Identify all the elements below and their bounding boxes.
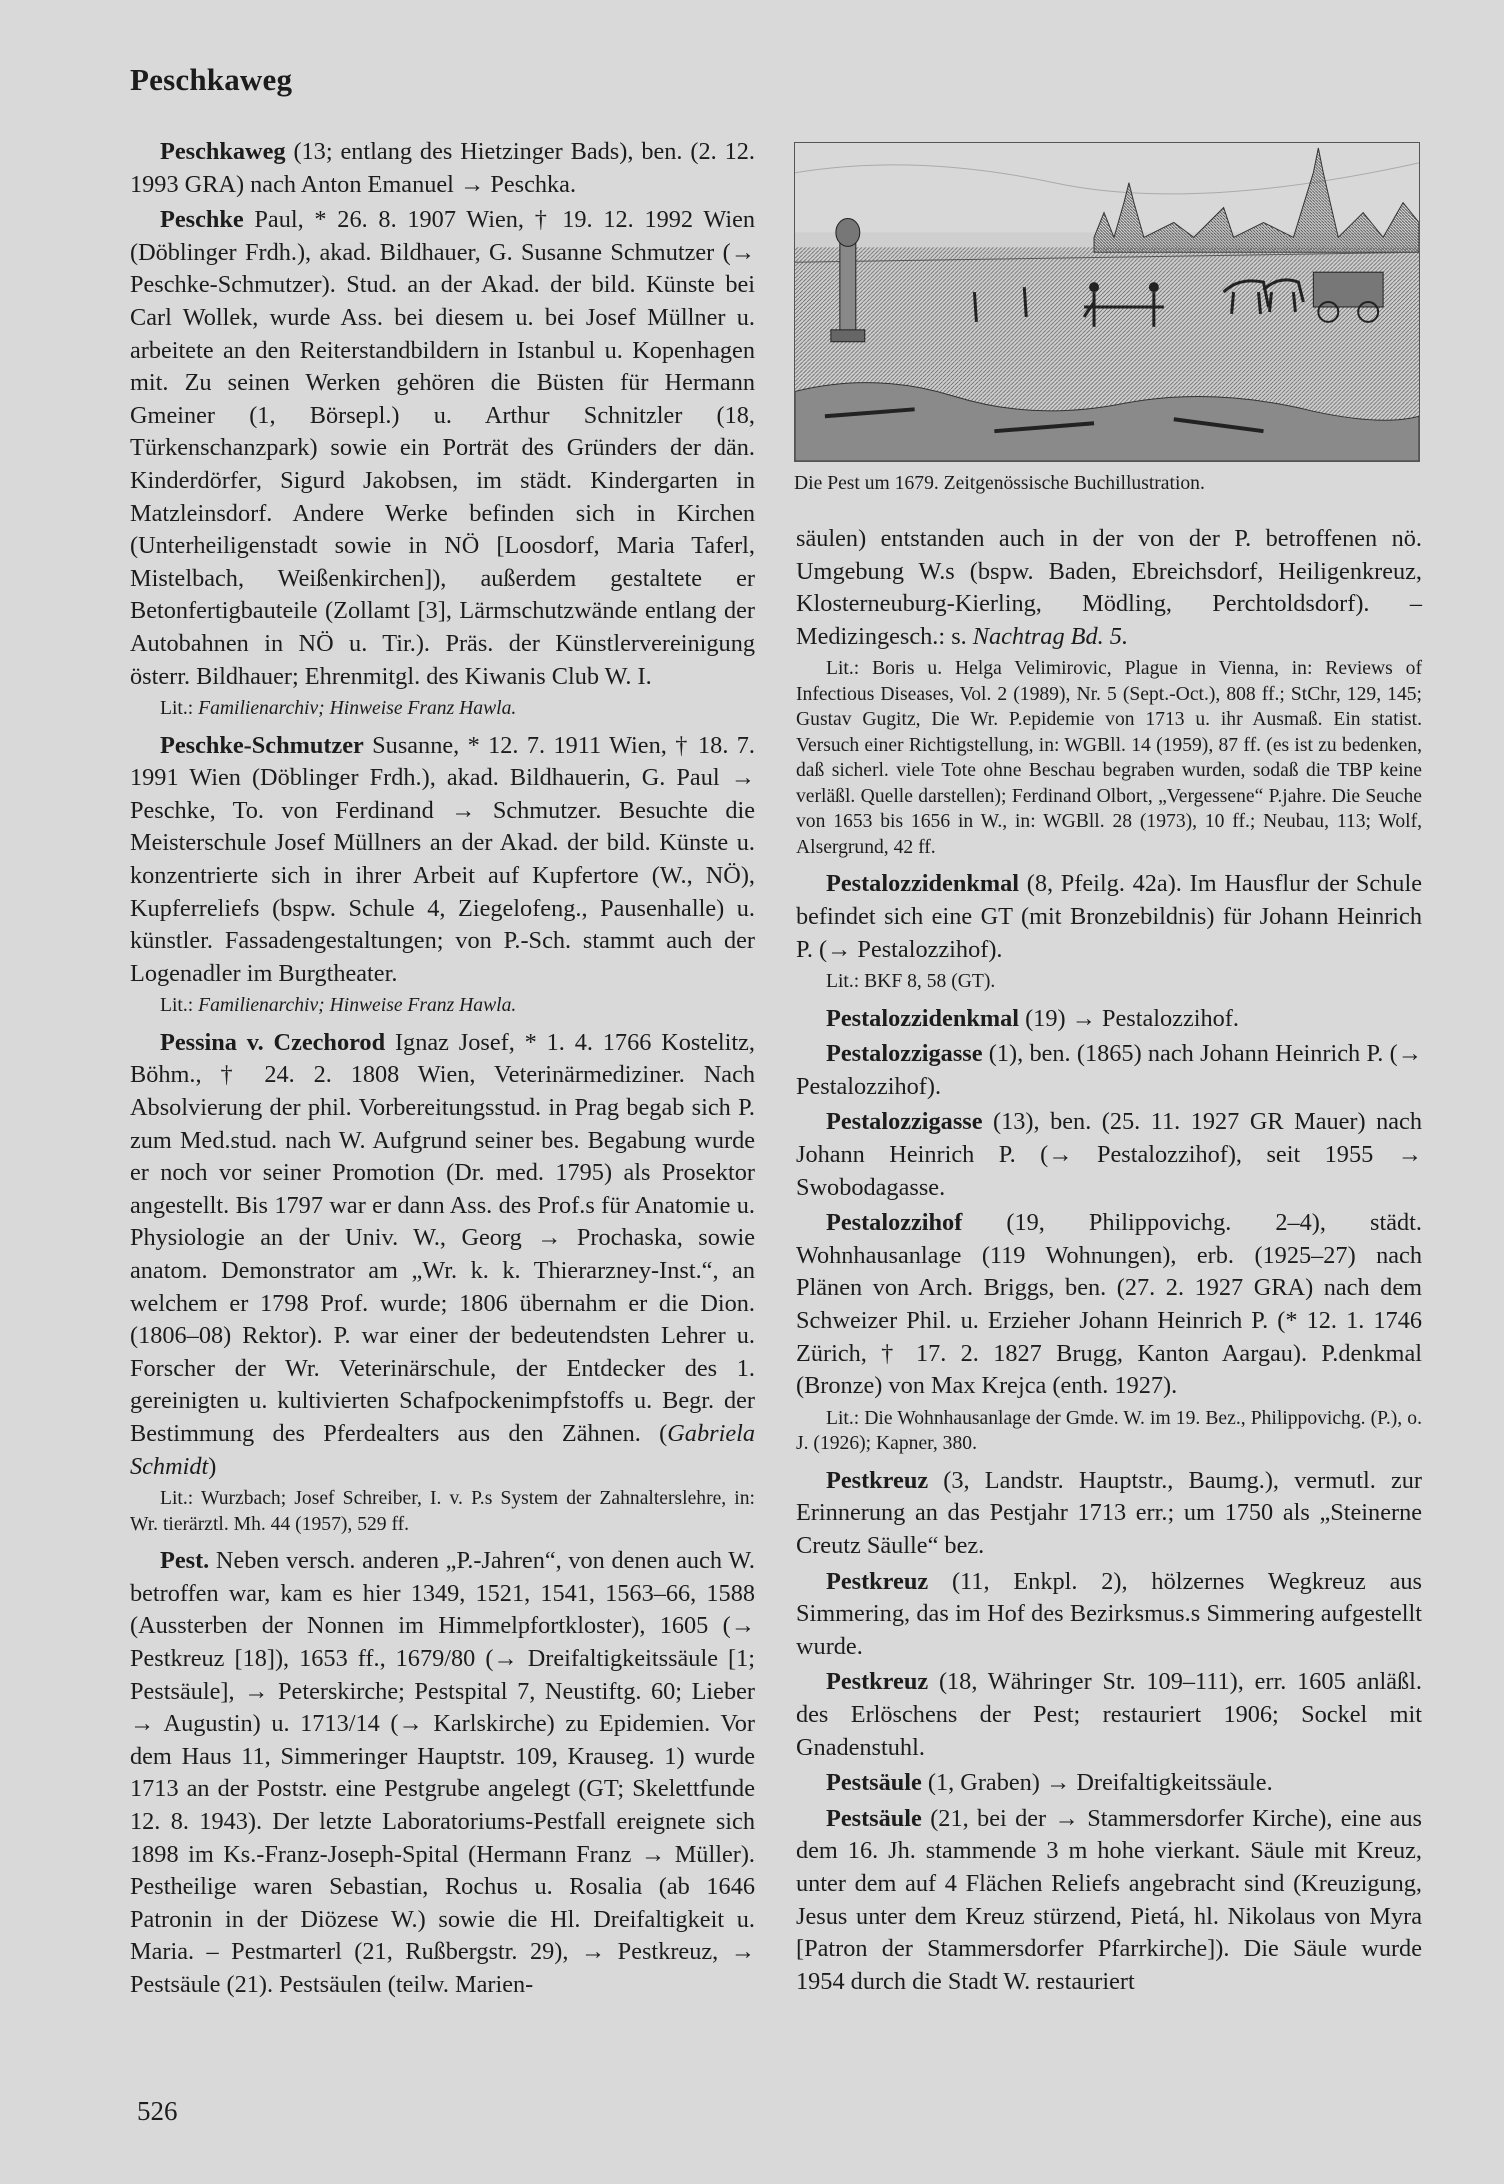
page-number: 526	[137, 2096, 178, 2126]
entry-text: (18, Währinger Str. 109–111), err. 1605 anläßl. des Erlöschens der Pest; restauriert 1906; Sockel mit Gnadenstuhl.	[796, 1668, 1422, 1761]
literature-note	[796, 656, 1422, 860]
entry-headword: Pestsäule	[826, 1804, 922, 1832]
right-column	[796, 523, 1422, 2001]
entry-headword: Pestkreuz	[826, 1466, 929, 1494]
lit-text: Familienarchiv; Hinweise Franz Hawla.	[198, 995, 517, 1017]
entry-text: (21, bei der → Stammersdorfer Kirche), eine aus dem 16. Jh. stammende 3 m hohe vierkant. Säule mit Kreuz, unter dem auf 4 Flächen Reliefs angebracht sind (Kreuzigung, Jesus unter dem Kreuz stürzend, Pietá, hl. Nikolaus von Myra [Patron der Stammersdorfer Pfarrkirche]). Die Säule wurde 1954 durch die Stadt W. restauriert	[796, 1804, 1422, 1995]
lit-label: Lit.:	[826, 658, 873, 680]
dictionary-entry: Pessina v. Czechorod Ignaz Josef, * 1. 4. 1766 Kostelitz, Böhm., † 24. 2. 1808 Wien, Veterinärmediziner. Nach Absolvierung der phil. Vorbereitungsstud. in Prag begab sich P. zum Med.stud. nach W. Aufgrund seiner bes. Begabung wurde er noch vor seiner Promotion (Dr. med. 1795) als Prosektor angestellt. Bis 1797 war er dann Ass. des Prof.s für Anatomie u. Physiologie an der Univ. W., Georg → Prochaska, sowie anatom. Demonstrator am „Wr. k. k. Thierarzney-Inst.“, an welchem er 1798 Prof. wurde; 1806 übernahm er die Dion. (1806–08) Rektor). P. war einer der bedeutendsten Lehrer u. Forscher der Wr. Veterinärschule, der Entdecker des 1. gereinigten u. kultivierten Schafpockenimpfstoffs u. Begr. der Bestimmung des Pferdealters aus den Zähnen. (Gabriela Schmidt)	[130, 1028, 756, 1480]
entry-headword: Pestalozzigasse	[826, 1040, 983, 1068]
dictionary-entry	[796, 1566, 1422, 1664]
literature-note	[796, 1406, 1422, 1457]
entry-text: (19) → Pestalozzihof.	[1019, 1004, 1239, 1032]
entry-text: (11, Enkpl. 2), hölzernes Wegkreuz aus Simmering, das im Hof des Bezirksmus.s Simmering aufgestellt wurde.	[796, 1567, 1422, 1660]
entry-text: (19, Philippovichg. 2–4), städt. Wohnhausanlage (119 Wohnungen), erb. (1925–27) nach Plänen von Arch. Briggs, ben. (27. 2. 1927 GRA) nach dem Schweizer Phil. u. Erzieher Johann Heinrich P. (* 12. 1. 1746 Zürich, † 17. 2. 1827 Brugg, Kanton Aargau). P.denkmal (Bronze) von Max Krejca (enth. 1927).	[796, 1209, 1422, 1400]
entry-headword: Peschke	[160, 206, 244, 234]
entry-headword: Pestalozzihof	[826, 1209, 963, 1237]
entry-text: Ignaz Josef, * 1. 4. 1766 Kostelitz, Böhm., † 24. 2. 1808 Wien, Veterinärmediziner. Nach Absolvierung der phil. Vorbereitungsstud. in Prag begab sich P. zum Med.stud. nach W. Aufgrund seiner bes. Begabung wurde er noch vor seiner Promotion (Dr. med. 1795) als Prosektor angestellt. Bis 1797 war er dann Ass. des Prof.s für Anatomie u. Physiologie an der Univ. W., Georg → Prochaska, sowie anatom. Demonstrator am „Wr. k. k. Thierarzney-Inst.“, an welchem er 1798 Prof. wurde; 1806 übernahm er die Dion. (1806–08) Rektor). P. war einer der bedeutendsten Lehrer u. Forscher der Wr. Veterinärschule, der Entdecker des 1. gereinigten u. kultivierten Schafpockenimpfstoffs u. Begr. der Bestimmung des Pferdealters aus den Zähnen.	[130, 1028, 756, 1447]
dictionary-entry	[130, 1545, 755, 2001]
dictionary-entry	[796, 1106, 1422, 1204]
dictionary-entry	[796, 1465, 1422, 1563]
dictionary-entry	[796, 1666, 1422, 1764]
dictionary-entry	[796, 1803, 1422, 1999]
lit-text: Familienarchiv; Hinweise Franz Hawla.	[198, 698, 517, 720]
entry-headword: Pessina v. Czechorod	[160, 1028, 386, 1056]
lit-text: BKF 8, 58 (GT).	[864, 971, 996, 993]
entry-headword: Pestkreuz	[826, 1567, 929, 1595]
entry-text: (13; entlang des Hietzinger Bads), ben. (2. 12. 1993 GRA) nach Anton Emanuel → Peschka.	[130, 138, 755, 198]
literature-note	[130, 993, 755, 1019]
entry-text: Neben versch. anderen „P.-Jahren“, von denen auch W. betroffen war, kam es hier 1349, 1521, 1541, 1563–66, 1588 (Aussterben der Nonnen im Himmelpfortkloster), 1605 (→ Pestkreuz [18]), 1653 ff., 1679/80 (→ Dreifaltigkeitssäule [1; Pestsäule], → Peterskirche; Pestspital 7, Neustiftg. 60; Lieber → Augustin) u. 1713/14 (→ Karlskirche) zu Epidemien. Vor dem Haus 11, Simmeringer Hauptstr. 109, Krauseg. 1) wurde 1713 an der Poststr. eine Pestgrube angelegt (GT; Skelettfunde 12. 8. 1943). Der letzte Laboratoriums-Pestfall ereignete sich 1898 im Ks.-Franz-Joseph-Spital (Hermann Franz → Müller). Pestheilige waren Sebastian, Rochus u. Rosalia (ab 1646 Patronin in der Diözese W.) sowie die Hl. Dreifaltigkeit u. Maria. – Pestmarterl (21, Rußbergstr. 29), → Pestkreuz, → Pestsäule (21). Pestsäulen (teilw. Marien-	[130, 1547, 755, 1998]
dictionary-entry	[130, 136, 755, 201]
running-head: Peschkaweg	[130, 62, 293, 97]
literature-note	[130, 1486, 755, 1537]
dictionary-entry	[130, 204, 755, 693]
lit-label: Lit.:	[160, 698, 199, 720]
plague-illustration-icon	[794, 142, 1420, 462]
dictionary-entry	[796, 1003, 1422, 1036]
entry-text: Susanne, * 12. 7. 1911 Wien, † 18. 7. 1991 Wien (Döblinger Frdh.), akad. Bildhauerin, G. Paul → Peschke, To. von Ferdinand → Schmutzer. Besuchte die Meisterschule Josef Müllners an der Akad. der bild. Künste u. konzentrierte sich in ihrer Arbeit auf Kupfertore (W., NÖ), Kupferreliefs (bspw. Schule 4, Ziegelofeng., Pausenhalle) u. künstler. Fassadengestaltungen; von P.-Sch. stammt auch der Logenadler im Burgtheater.	[130, 731, 755, 987]
literature-note	[130, 696, 755, 722]
figure	[794, 142, 1420, 497]
lit-label: Lit.:	[826, 971, 865, 993]
lit-text: Wurzbach; Josef Schreiber, I. v. P.s System der Zahnalterslehre, in: Wr. tierärztl. Mh. 44 (1957), 529 ff.	[130, 1488, 755, 1535]
dictionary-entry	[796, 1767, 1422, 1800]
entry-text: Paul, * 26. 8. 1907 Wien, † 19. 12. 1992 Wien (Döblinger Frdh.), akad. Bildhauer, G. Susanne Schmutzer (→ Peschke-Schmutzer). Stud. an der Akad. der bild. Künste bei Carl Wollek, wurde Ass. bei diesem u. bei Josef Müllner u. arbeitete an den Reiterstandbildern in Istanbul u. Kopenhagen mit. Zu seinen Werken gehören die Büsten für Hermann Gmeiner (1, Börsepl.) u. Arthur Schnitzler (18, Türkenschanzpark) sowie ein Porträt des Gründers der dän. Kinderdörfer, Sigurd Jakobsen, im städt. Kindergarten in Matzleinsdorf. Andere Werke befinden sich in Kirchen (Unterheiligenstadt sowie in NÖ [Loosdorf, Maria Taferl, Mistelbach, Weißenkirchen]), außerdem gestaltete er Betonfertigbauteile (Zollamt [3], Lärmschutzwände entlang der Autobahnen in NÖ u. Tir.). Präs. der Künstlervereinigung österr. Bildhauer; Ehrenmitgl. des Kiwanis Club W. I.	[130, 206, 755, 690]
entry-headword: Pestsäule	[826, 1769, 922, 1797]
lit-label: Lit.:	[826, 1407, 865, 1429]
lit-text: Boris u. Helga Velimirovic, Plague in Vienna, in: Reviews of Infectious Diseases, Vol. 2 (1989), Nr. 5 (Sept.-Oct.), 808 ff.; StChr, 129, 145; Gustav Gugitz, Die Wr. P.epidemie von 1713 u. ihr Ausmaß. Ein statist. Versuch einer Richtigstellung, in: WGBll. 14 (1959), 87 ff. (es ist zu bedenken, daß sicherl. viele Tote ohne Beschau begraben wurden, sodaß die TBP keine verläßl. Quelle darstellen); Ferdinand Olbort, „Vergessene“ P.jahre. Die Seuche von 1653 bis 1656 in W., in: WGBll. 28 (1973), 10 ff.; Neubau, 113; Wolf, Alsergrund, 42 ff.	[796, 658, 1422, 858]
entry-headword: Pestalozzidenkmal	[826, 1004, 1019, 1032]
left-column	[130, 136, 755, 2004]
entry-text: (3, Landstr. Hauptstr., Baumg.), vermutl. zur Erinnerung an das Pestjahr 1713 err.; um 1750 als „Steinerne Creutz Säulle“ bez.	[796, 1466, 1422, 1559]
entry-text: (1), ben. (1865) nach Johann Heinrich P. (→ Pestalozzihof).	[796, 1040, 1422, 1100]
dictionary-entry	[130, 730, 755, 991]
dictionary-entry	[796, 1038, 1422, 1103]
lit-label: Lit.:	[160, 1488, 201, 1510]
entry-text: (8, Pfeilg. 42a). Im Hausflur der Schule befindet sich eine GT (mit Bronzebildnis) für Johann Heinrich P. (→ Pestalozzihof).	[796, 870, 1422, 963]
entry-headword: Peschke-Schmutzer	[160, 731, 364, 759]
literature-note	[796, 969, 1422, 995]
entry-headword: Pestalozzidenkmal	[826, 870, 1019, 898]
figure-caption: Die Pest um 1679. Zeitgenössische Buchillustration.	[794, 473, 1205, 494]
entry-text: (13), ben. (25. 11. 1927 GR Mauer) nach Johann Heinrich P. (→ Pestalozzihof), seit 1955 → Swobodagasse.	[796, 1108, 1422, 1201]
entry-italic: Nachtrag Bd. 5.	[972, 622, 1129, 650]
lit-text: Die Wohnhausanlage der Gmde. W. im 19. Bez., Philippovichg. (P.), o. J. (1926); Kapner, 380.	[796, 1407, 1422, 1455]
dictionary-entry	[796, 1207, 1422, 1403]
entry-headword: Peschkaweg	[160, 138, 286, 165]
entry-author: Gabriela Schmidt	[130, 1419, 755, 1480]
dictionary-entry	[796, 868, 1422, 966]
entry-headword: Pestkreuz	[826, 1668, 929, 1696]
entry-text: (1, Graben) → Dreifaltigkeitssäule.	[921, 1769, 1273, 1797]
lit-label: Lit.:	[160, 995, 199, 1017]
entry-headword: Pestalozzigasse	[826, 1108, 983, 1136]
entry-continuation	[796, 523, 1422, 653]
entry-headword: Pest.	[160, 1547, 210, 1575]
entry-text: säulen) entstanden auch in der von der P. betroffenen nö. Umgebung W.s (bspw. Baden, Ebreichsdorf, Heiligenkreuz, Klosterneuburg-Kierling, Mödling, Perchtoldsdorf). – Medizingesch.: s.	[796, 525, 1422, 650]
